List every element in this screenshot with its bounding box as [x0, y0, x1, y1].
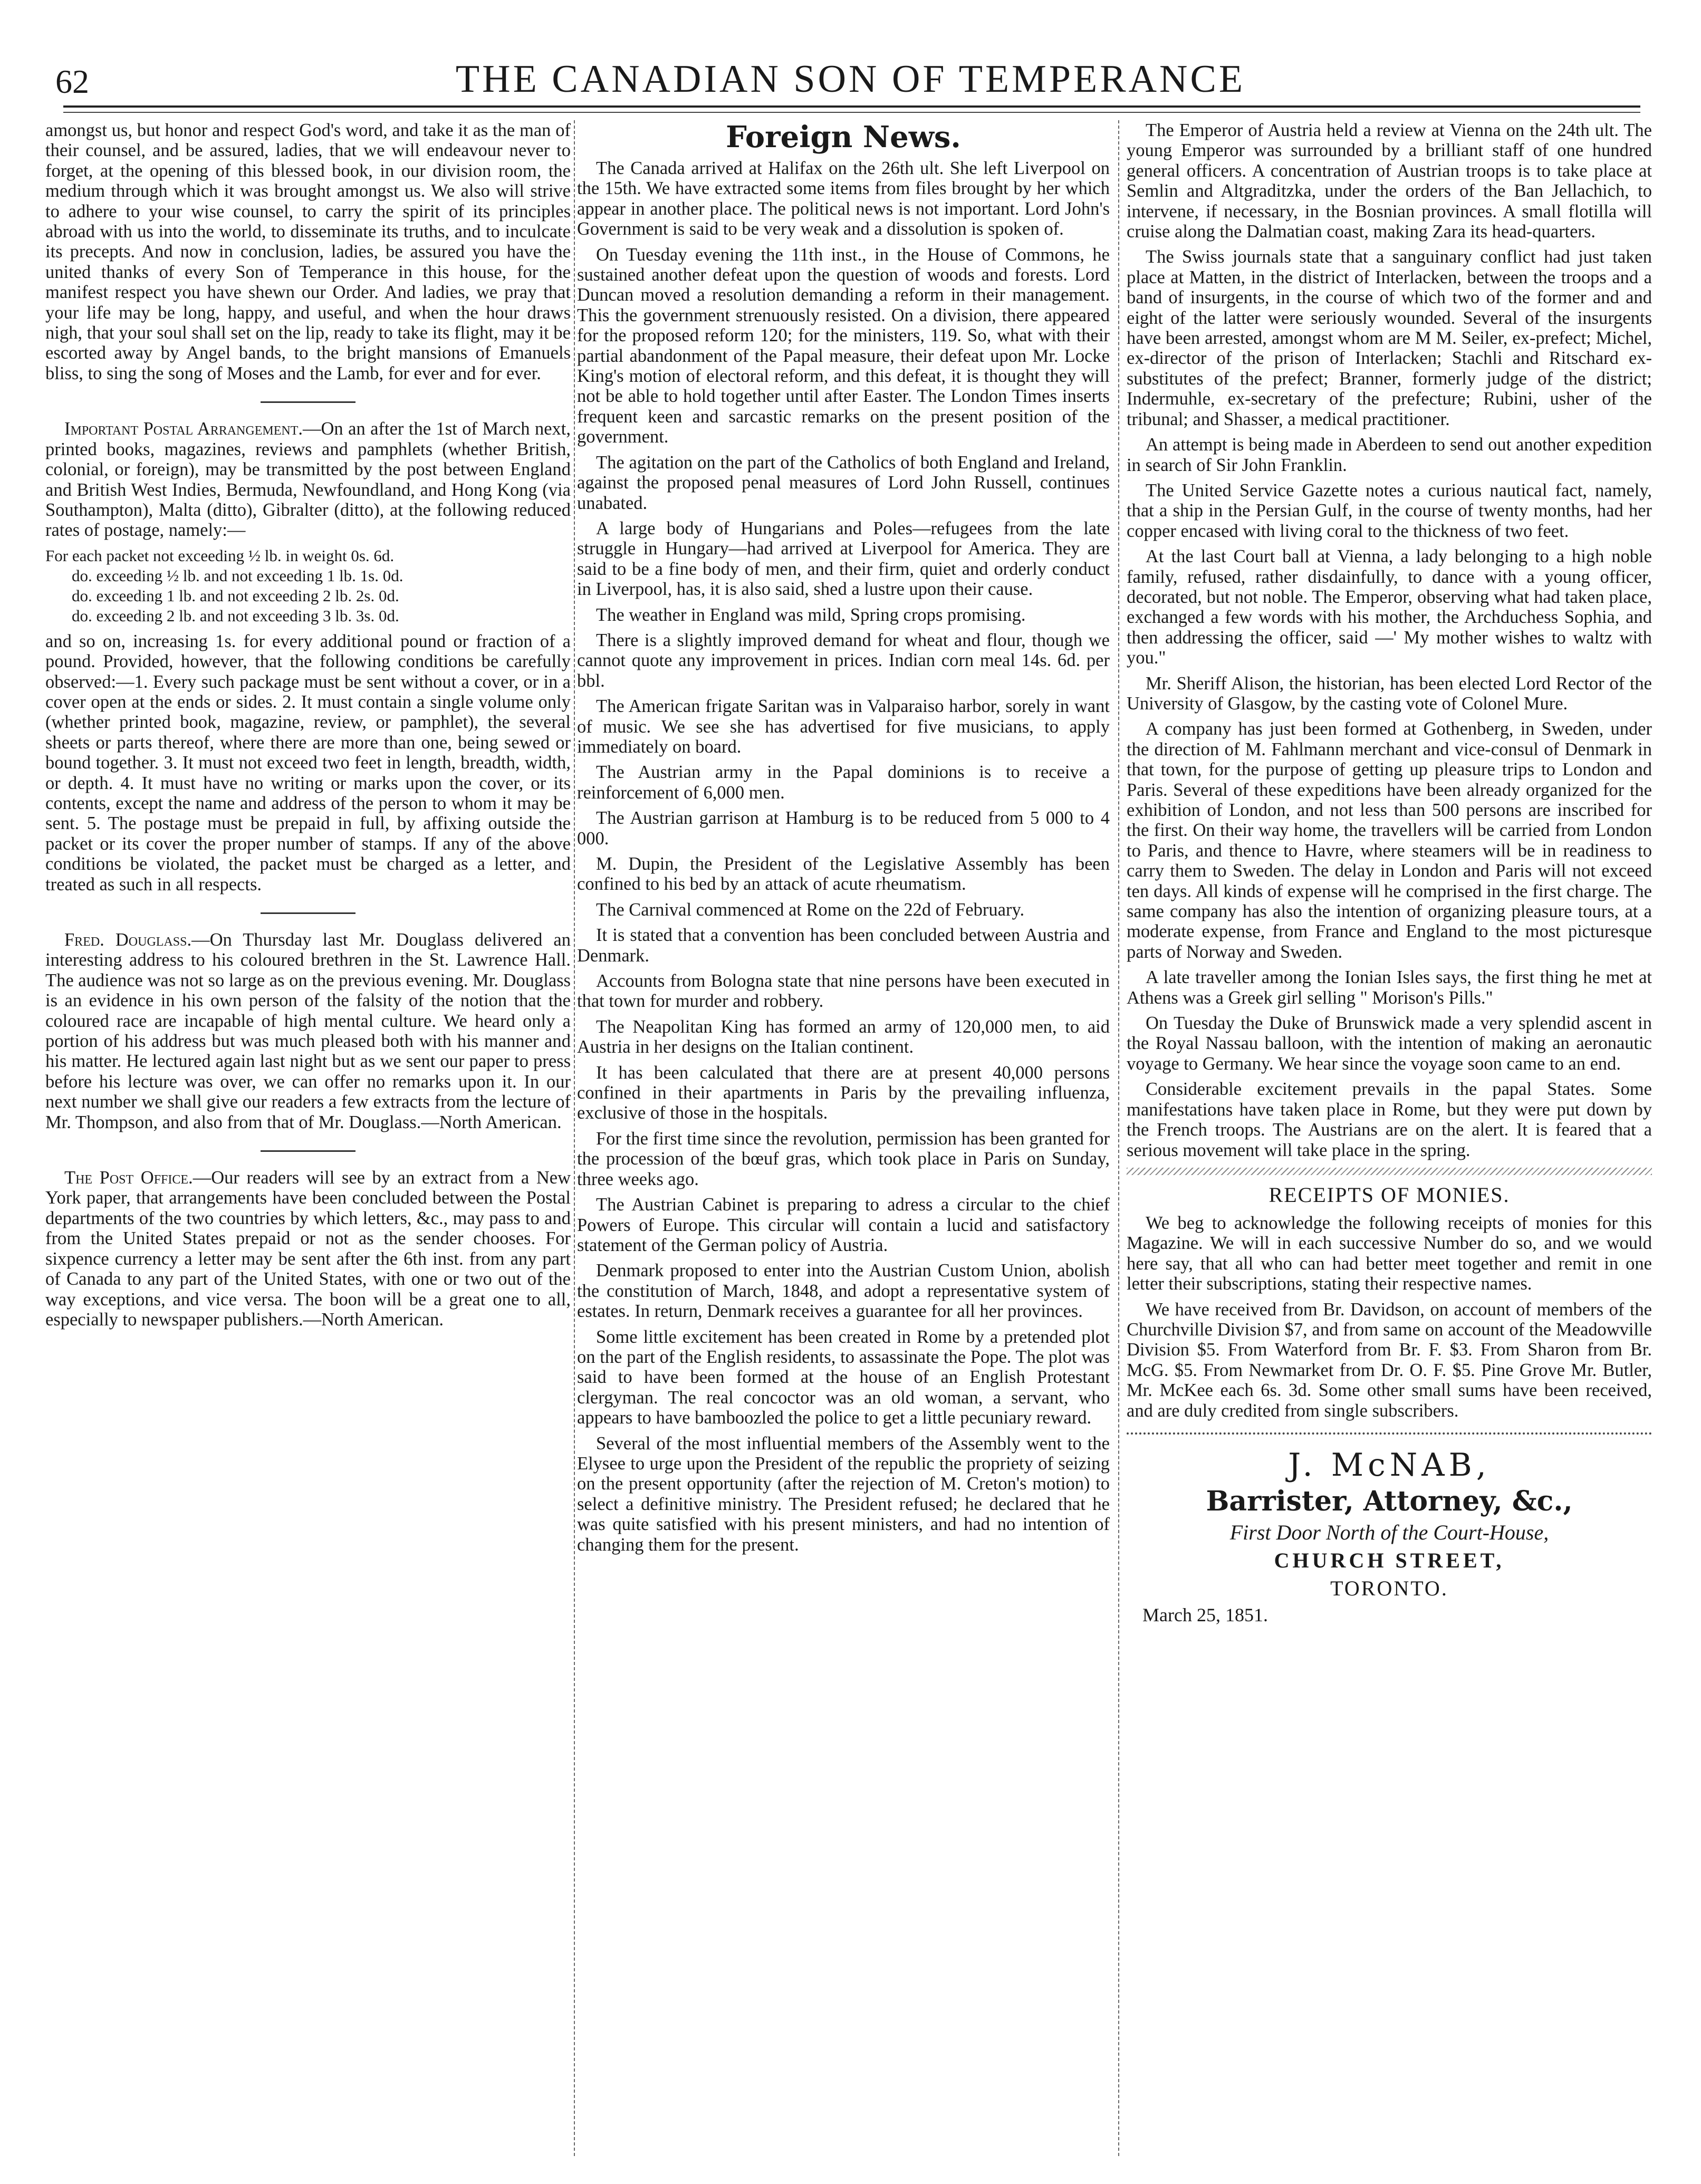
page-header: [0, 0, 1701, 111]
article-postal: Important Postal Arrangement.—On an after the 1st of March next, printed books, magazines, reviews and pamphlets (whether British, colonial, or foreign), may be transmitted by the post between England and British West Indies, Bermuda, Newfoundland, and Hong Kong (via Southampton), Malta (ditto), Gibralter (ditto), at the following reduced rates of postage, namely:—: [45, 419, 571, 541]
ad-city: TORONTO.: [1330, 1576, 1448, 1600]
article-separator: [261, 401, 355, 403]
news-paragraph: For the first time since the revolution, permission has been granted for the procession of the bœuf gras, which took place in Paris on Sunday, three weeks ago.: [577, 1128, 1110, 1189]
advertisement: [1127, 1446, 1652, 1628]
ad-name: J. McNAB,: [1288, 1446, 1491, 1484]
column-divider: [1118, 120, 1119, 2156]
article-paragraph: amongst us, but honor and respect God's word, and take it as the man of their counsel, and be assured, ladies, that we will endeavour never to forget, at the opening of this blessed book, in our division room, the medium through which it was brought amongst us. We also will strive to adhere to your wise counsel, to carry the spirit of its principles abroad with us into the world, to disseminate its truths, and to inculcate its precepts. And now in conclusion, ladies, be assured you have the united thanks of every Son of Temperance in this house, for the manifest respect you have shewn our Order. And ladies, we pray that your life may be long, happy, and useful, and when the hour draws nigh, that your soul shall set on the lip, ready to take its flight, may it be escorted away by Angel bands, to the bright mansions of Emanuels bliss, to sing the song of Moses and the Lamb, for ever and for ever.: [45, 120, 571, 383]
article-douglass: Fred. Douglass.—On Thursday last Mr. Douglass delivered an interesting address to his coloured brethren in the St. Lawrence Hall. The audience was not so large as on the previous evening. Mr. Douglass is an evidence in his own person of the falsity of the notion that the coloured race are incapable of high mental culture. We heard only a portion of his address but was much pleased both with his manner and his matter. He lectured again last night but as we sent our paper to press before his lecture was over, we can offer no remarks upon it. In our next number we shall give our readers a few extracts from the lecture of Mr. Thompson, and also from that of Mr. Douglass.—North American.: [45, 930, 571, 1132]
header-rule-thin: [63, 112, 1640, 113]
rate-row: For each packet not exceeding ½ lb. in weight 0s. 6d.: [45, 546, 395, 565]
news-paragraph: It is stated that a convention has been concluded between Austria and Denmark.: [577, 925, 1110, 966]
publication-title: THE CANADIAN SON OF TEMPERANCE: [455, 57, 1246, 101]
news-paragraph: We have received from Br. Davidson, on account of members of the Churchville Division $7, and from same on account of the Meadowville Division $5. From Waterford from Br. F. $3. From Sharon from Br. McG. $5. From Newmarket from Dr. O. F. $5. Pine Grove Mr. Butler, Mr. McKee each 6s. 3d. Some other small sums have been received, and are duly credited from single subscribers.: [1127, 1299, 1652, 1421]
rate-row: do. exceeding 2 lb. and not exceeding 3 lb. 3s. 0d.: [72, 606, 399, 625]
news-paragraph: We beg to acknowledge the following receipts of monies for this Magazine. We will in each successive Number do so, and we would here say, that all who can had better meet together and remit in one letter their subscriptions, stating their respective names.: [1127, 1213, 1652, 1294]
news-paragraph: Several of the most influential members of the Assembly went to the Elysee to urge upon the President of the republic the propriety of seizing on the present opportunity (after the rejection of M. Creton's motion) to select a definitive ministry. The President refused; he declared that he was quite satisfied with his present ministers, and had no intention of changing them for the present.: [577, 1433, 1110, 1555]
section-heading: Foreign News.: [726, 120, 961, 155]
news-paragraph: It has been calculated that there are at present 40,000 persons confined in their apartments in Paris by the prevailing influenza, exclusive of those in the hospitals.: [577, 1062, 1110, 1123]
news-paragraph: There is a slightly improved demand for wheat and flour, though we cannot quote any improvement in prices. Indian corn meal 14s. 6d. per bbl.: [577, 630, 1110, 691]
ad-date: March 25, 1851.: [1142, 1604, 1268, 1625]
news-paragraph: Considerable excitement prevails in the papal States. Some manifestations have taken place in Rome, but they were put down by the French troops. The Austrians are on the alert. It is feared that a serious movement will take place in the spring.: [1127, 1079, 1652, 1160]
news-paragraph: The Neapolitan King has formed an army of 120,000 men, to aid Austria in her designs on the Italian continent.: [577, 1016, 1110, 1057]
news-paragraph: The Austrian garrison at Hamburg is to be reduced from 5 000 to 4 000.: [577, 808, 1110, 849]
news-paragraph: The weather in England was mild, Spring crops promising.: [596, 604, 1026, 625]
news-paragraph: A large body of Hungarians and Poles—refugees from the late struggle in Hungary—had arrived at Liverpool for America. They are said to be a fine body of men, and their firm, quiet and orderly conduct in Liverpool, has, it is also said, shed a lustre upon their cause.: [577, 518, 1110, 600]
receipts-list: [1127, 1213, 1652, 1421]
ad-address: First Door North of the Court-House,: [1229, 1520, 1549, 1544]
news-paragraph: On Tuesday the Duke of Brunswick made a very splendid ascent in the Royal Nassau balloon, with the intention of making an aeronautic voyage to Germany. We hear since the voyage soon came to an end.: [1127, 1013, 1652, 1074]
news-paragraph: At the last Court ball at Vienna, a lady belonging to a high noble family, refused, rather disdainfully, to dance with a young officer, decorated, but not noble. The Emperor, observing what had taken place, exchanged a few words with his mother, the Archduchess Sophia, and then addressing the officer, said —' My mother wishes to waltz with you.": [1127, 546, 1652, 668]
foreign-news-list: [577, 158, 1110, 1555]
article-separator: [261, 912, 355, 914]
news-paragraph: On Tuesday evening the 11th inst., in the House of Commons, he sustained another defeat upon the question of woods and forests. Lord Duncan moved a resolution demanding a reform in their management. This the government strenuously resisted. On a division, there appeared for the proposed reform 120; for the ministers, 119. So, what with their partial abandonment of the Papal measure, their defeat upon Mr. Locke King's motion of electoral reform, and this defeat, it is thought they will not be able to hold together until after Easter. The London Times inserts frequent keen and sarcastic remarks on the present position of the government.: [577, 244, 1110, 447]
column-left: [45, 120, 571, 1335]
article-lead: The Post Office.: [64, 1168, 193, 1188]
article-lead: Fred. Douglass.: [64, 930, 192, 950]
rate-row: do. exceeding ½ lb. and not exceeding 1 lb. 1s. 0d.: [72, 566, 403, 585]
news-paragraph: The agitation on the part of the Catholics of both England and Ireland, against the proposed penal measures of Lord John Russell, continues unabated.: [577, 452, 1110, 513]
news-paragraph: Accounts from Bologna state that nine persons have been executed in that town for murder and robbery.: [577, 971, 1110, 1012]
news-paragraph: A company has just been formed at Gothenberg, in Sweden, under the direction of M. Fahlmann merchant and vice-consul of Denmark in that town, for the purpose of getting up pleasure trips to London and Paris. Several of these expeditions have been already organized for the exhibition of London, and not less than 500 persons are inscribed for the first. On their way home, the travellers will be carried from London to Paris, and thence to Havre, where steamers will be in readiness to carry them to Sweden. The delay in London and Paris will not exceed ten days. All kinds of expense will he comprised in the first charge. The same company has also the intention of organizing pleasure tours, at a moderate expense, from France and England to the most picturesque parts of Norway and Sweden.: [1127, 719, 1652, 962]
ad-profession: Barrister, Attorney, &c.,: [1206, 1485, 1573, 1517]
dotted-rule: [1127, 1432, 1652, 1435]
news-paragraph: The American frigate Saritan was in Valparaiso harbor, sorely in want of music. We see she has advertised for five musicians, to apply immediately on board.: [577, 696, 1110, 757]
news-paragraph: Denmark proposed to enter into the Austrian Custom Union, abolish the constitution of March, 1848, and adopt a representative system of estates. In return, Denmark receives a guarantee for all her provinces.: [577, 1261, 1110, 1322]
article-post-office: The Post Office.—Our readers will see by an extract from a New York paper, that arrangements have been concluded between the Postal departments of the two countries by which letters, &c., may pass to and from the United States prepaid or not as the sender chooses. For sixpence currency a letter may be sent after the 6th inst. from any part of Canada to any part of the United States, with one or two out of the way exceptions, and vice versa. The boon will be a great one to all, especially to newspaper publishers.—North American.: [45, 1168, 571, 1330]
column-divider: [574, 120, 575, 2156]
article-lead: Important Postal Arrangement.: [64, 419, 303, 439]
news-paragraph: The Austrian Cabinet is preparing to adress a circular to the chief Powers of Europe. This circular will contain a lucid and satisfactory statement of the German policy of Austria.: [577, 1195, 1110, 1255]
news-paragraph: Some little excitement has been created in Rome by a pretended plot on the part of the English residents, to assassinate the Pope. The plot was said to have been formed at the house of an English Protestant clergyman. The real concoctor was an old woman, a servant, who appears to have bamboozled the police to get a little pecuniary reward.: [577, 1326, 1110, 1428]
postage-rate-table: [45, 546, 571, 626]
news-paragraph: The Emperor of Austria held a review at Vienna on the 24th ult. The young Emperor was surrounded by a brilliant staff of one hundred general officers. A concentration of Austrian troops is to take place at Semlin and Altgraditzka, under the orders of the Ban Jellachich, to intervene, if necessary, in the Bosnian provinces. A small flotilla will cruise along the Dalmatian coast, making Zara its head-quarters.: [1127, 120, 1652, 242]
page-number: 62: [55, 63, 89, 100]
news-list: [1127, 120, 1652, 1160]
rate-row: do. exceeding 1 lb. and not exceeding 2 lb. 2s. 0d.: [72, 586, 399, 605]
news-paragraph: The Canada arrived at Halifax on the 26th ult. She left Liverpool on the 15th. We have extracted some items from files brought by her which appear in another place. The political news is not important. Lord John's Government is said to be very weak and a dissolution is spoken of.: [577, 158, 1110, 239]
ornamental-rule: [1127, 1168, 1652, 1175]
news-paragraph: The Swiss journals state that a sanguinary conflict had just taken place at Matten, in the district of Interlacken, between the troops and a band of insurgents, in the course of which two of the former and and eight of the latter were seriously wounded. Several of the insurgents have been arrested, amongst whom are M M. Seiler, ex-prefect; Michel, ex-director of the prison of Interlacken; Stachli and Ritschard ex-substitutes of the prefect; Branner, formerly judge of the district; Indermuhle, ex-secretary of the prefecture; Rubini, usher of the tribunal; and Shasser, a medical practitioner.: [1127, 247, 1652, 429]
header-rule: [63, 105, 1640, 108]
news-paragraph: The Carnival commenced at Rome on the 22d of February.: [596, 899, 1025, 920]
news-paragraph: The United Service Gazette notes a curious nautical fact, namely, that a ship in the Persian Gulf, in the course of twenty months, had her copper encased with living coral to the thickness of two feet.: [1127, 480, 1652, 541]
news-paragraph: An attempt is being made in Aberdeen to send out another expedition in search of Sir John Franklin.: [1127, 435, 1652, 475]
article-separator: [261, 1150, 355, 1152]
ad-street: CHURCH STREET,: [1274, 1548, 1505, 1572]
news-paragraph: M. Dupin, the President of the Legislative Assembly has been confined to his bed by an attack of acute rheumatism.: [577, 854, 1110, 894]
column-right: [1127, 120, 1652, 1628]
receipts-heading: RECEIPTS OF MONIES.: [1268, 1182, 1510, 1207]
article-paragraph: and so on, increasing 1s. for every additional pound or fraction of a pound. Provided, however, that the following conditions be carefully observed:—1. Every such package must be sent without a cover, or in a cover open at the ends or sides. 2. It must contain a single volume only (whether printed book, magazine, review, or pamphlet), the several sheets or parts thereof, where there are more than one, being sewed or bound together. 3. It must not exceed two feet in length, breadth, width, or depth. 4. It must have no writing or marks upon the cover, or its contents, except the name and address of the person to whom it may be sent. 5. The postage must be prepaid in full, by affixing outside the packet or its cover the proper number of stamps. If any of the above conditions be violated, the packet must be charged as a letter, and treated as such in all respects.: [45, 631, 571, 894]
news-paragraph: Mr. Sheriff Alison, the historian, has been elected Lord Rector of the University of Glasgow, by the casting vote of Colonel Mure.: [1127, 673, 1652, 714]
news-paragraph: The Austrian army in the Papal dominions is to receive a reinforcement of 6,000 men.: [577, 762, 1110, 803]
column-middle: [577, 120, 1110, 1560]
news-paragraph: A late traveller among the Ionian Isles says, the first thing he met at Athens was a Greek girl selling " Morison's Pills.": [1127, 967, 1652, 1008]
